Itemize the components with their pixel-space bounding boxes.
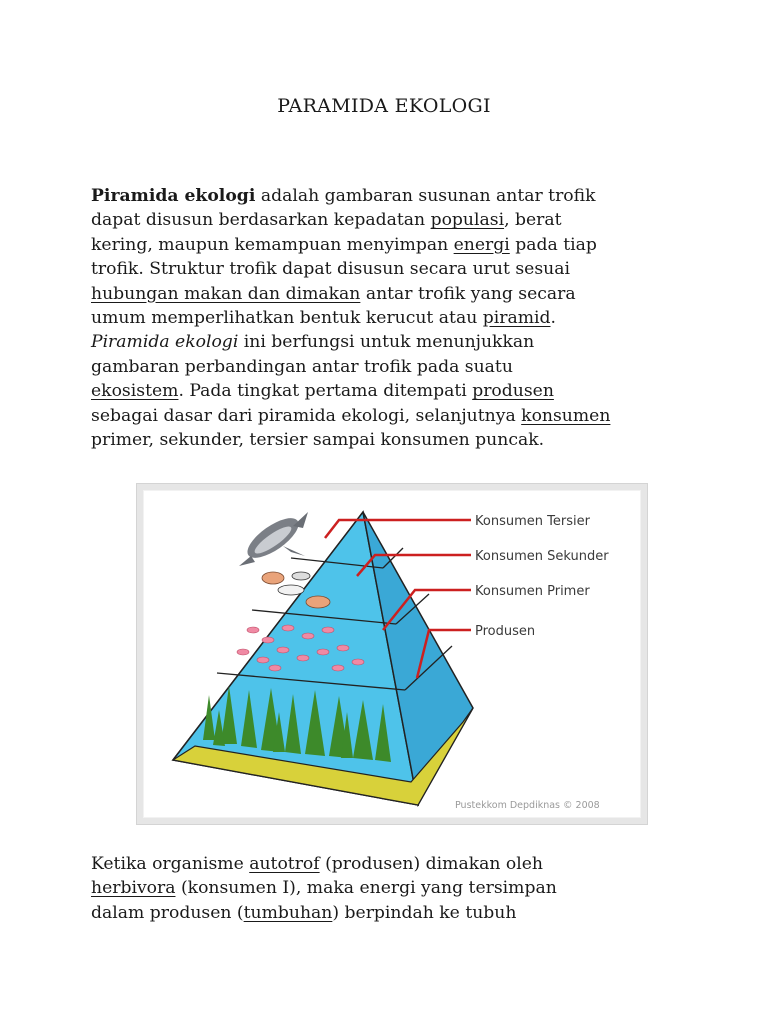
text-line: trofik. Struktur trofik dapat disusun secara urut sesuai: [91, 259, 570, 280]
link-ekosistem[interactable]: ekosistem: [91, 381, 179, 402]
page-title: PARAMIDA EKOLOGI: [277, 95, 491, 117]
text-line: [91, 876, 691, 900]
text-line: [91, 901, 691, 925]
text-span: adalah gambaran susunan antar trofik: [255, 186, 596, 206]
text-span: (produsen) dimakan oleh: [319, 854, 543, 874]
text-span: antar trofik yang secara: [360, 283, 576, 304]
link-autotrof[interactable]: autotrof: [249, 854, 320, 874]
label-produsen: Produsen: [475, 624, 536, 639]
term-italic: Piramida ekologi: [91, 332, 239, 353]
text-line: [91, 208, 691, 232]
text-span: . Pada tingkat pertama ditempati: [178, 381, 473, 402]
text-span: ) berpindah ke tubuh: [332, 902, 517, 923]
text-line: [91, 233, 691, 257]
text-line: [91, 852, 691, 876]
text-line: [91, 379, 691, 403]
link-konsumen[interactable]: konsumen: [521, 405, 611, 426]
pyramid-illustration: [143, 490, 641, 818]
term-bold: Piramida ekologi: [91, 186, 256, 206]
link-produsen[interactable]: produsen: [472, 381, 554, 402]
link-piramid[interactable]: piramid: [482, 308, 551, 329]
text-span: umum memperlihatkan bentuk kerucut atau: [91, 308, 483, 329]
continuation-paragraph: [91, 852, 691, 925]
text-span: kering, maupun kemampuan menyimpan: [91, 234, 454, 255]
link-energi[interactable]: energi: [453, 234, 510, 255]
text-span: ini berfungsi untuk menunjukkan: [238, 332, 535, 353]
shark-icon: [239, 511, 308, 566]
text-line: gambaran perbandingan antar trofik pada suatu: [91, 356, 513, 377]
text-span: pada tiap: [509, 234, 597, 255]
text-span: .: [550, 308, 556, 329]
text-line: [91, 404, 691, 428]
link-herbivora[interactable]: herbivora: [91, 878, 176, 899]
intro-paragraph: [91, 184, 691, 452]
text-span: Ketika organisme: [91, 854, 250, 874]
text-span: sebagai dasar dari piramida ekologi, selanjutnya: [91, 405, 522, 426]
label-konsumen-tersier: Konsumen Tersier: [475, 514, 590, 529]
text-span: dalam produsen (: [91, 902, 244, 923]
text-span: , berat: [504, 210, 562, 231]
image-credit: Pustekkom Depdiknas © 2008: [455, 800, 600, 811]
label-konsumen-sekunder: Konsumen Sekunder: [475, 549, 609, 564]
text-line: [91, 330, 691, 354]
text-line: [91, 184, 691, 208]
text-span: dapat disusun berdasarkan kepadatan: [91, 210, 431, 231]
link-hubungan-makan[interactable]: hubungan makan dan dimakan: [91, 283, 361, 304]
text-line: [91, 282, 691, 306]
text-span: (konsumen I), maka energi yang tersimpan: [175, 878, 557, 899]
ecological-pyramid-figure: [137, 484, 647, 824]
text-line: primer, sekunder, tersier sampai konsumen puncak.: [91, 430, 545, 451]
link-populasi[interactable]: populasi: [430, 210, 505, 231]
link-tumbuhan[interactable]: tumbuhan: [243, 902, 333, 923]
text-line: [91, 306, 691, 330]
label-konsumen-primer: Konsumen Primer: [475, 584, 590, 599]
